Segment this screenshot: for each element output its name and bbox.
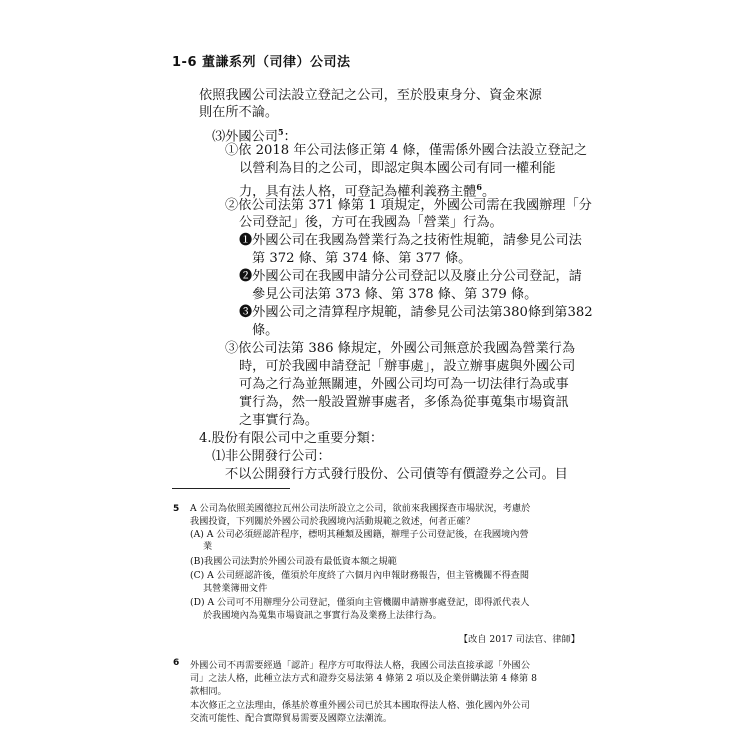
body-line: 以營利為目的之公司，即認定與本國公司有同一權利能 — [239, 161, 556, 176]
footnote-line: 我國投資，下列關於外國公司於我國境內活動規範之敘述，何者正確？ — [190, 516, 475, 527]
body-line: 時，可於我國申請登記「辦事處」，設立辦事處與外國公司 — [239, 359, 576, 374]
running-header: 1-6 董謙系列（司律）公司法 — [172, 55, 351, 70]
footnote-option-c: (C) A 公司經認許後，僅須於年度終了六個月內申報財務報告，但主管機關不得查閱 — [190, 570, 530, 581]
footnote-option-d: (D) A 公司可不用辦理分公司登記，僅須向主管機關申請辦事處登記，即得派代表人 — [190, 597, 530, 608]
body-line-with-ref: ⑶外國公司$^5$： — [212, 127, 297, 145]
footnote-line: 款相同。 — [190, 686, 227, 697]
body-line: 參見公司法第 373 條、第 378 條、第 379 條。 — [252, 287, 538, 302]
footnote-source: 【改自 2017 司法官、律師】 — [458, 634, 580, 645]
footnote-5-mark: 5 — [173, 504, 180, 514]
body-line: ①依 2018 年公司法修正第 4 條，僅需係外國合法設立登記之 — [225, 143, 588, 158]
footnote-line: 於我國境內為蒐集市場資訊之事實行為及業務上法律行為。 — [203, 610, 442, 621]
body-line: ❶外國公司在我國為營業行為之技術性規範，請參見公司法 — [239, 233, 582, 248]
footnote-line: 業 — [203, 541, 213, 552]
body-line: 不以公開發行方式發行股份、公司債等有價證券之公司。目 — [225, 467, 568, 482]
footnote-line: 交流可能性、配合實際貿易需要及國際立法潮流。 — [190, 713, 393, 724]
body-line-text: ⑶外國公司 — [212, 129, 278, 145]
footnote-line: 本次修正之立法理由，係基於尊重外國公司已於其本國取得法人格、強化國內外公司 — [190, 700, 530, 711]
footnote-ref-6: 6 — [476, 182, 482, 192]
footnote-line: A 公司為依照美國德拉瓦州公司法所設立之公司，欲前來我國探查市場狀況，考慮於 — [190, 503, 531, 514]
footnote-line: 其營業簿冊文件 — [203, 583, 268, 594]
body-line: 之事實行為。 — [239, 413, 319, 428]
body-line: 則在所不論。 — [199, 105, 279, 120]
body-line: ❸外國公司之清算程序規範，請參見公司法第380條到第382 — [239, 305, 593, 320]
footnote-ref-5: 5 — [277, 127, 284, 137]
body-line-with-ref: 力，具有法人格，可登記為權利義務主體$^6$。 — [239, 182, 496, 200]
body-line: ③依公司法第 386 條規定，外國公司無意於我國為營業行為 — [225, 341, 576, 356]
body-line-text: 力，具有法人格，可登記為權利義務主體 — [239, 184, 477, 200]
body-line: 實行為，然一般設置辦事處者，多係為從事蒐集市場資訊 — [239, 395, 569, 410]
footnote-option-a: (A) A 公司必須經認許程序，標明其種類及國籍，辦理子公司登記後，在我國境內營 — [190, 529, 529, 540]
footnote-line: 外國公司不再需要經過「認許」程序方可取得法人格，我國公司法直接承認「外國公 — [190, 660, 530, 671]
body-line: ②依公司法第 371 條第 1 項規定，外國公司需在我國辦理「分 — [225, 198, 592, 213]
footnote-line: 司」之法人格，此種立法方式和證券交易法第 4 條第 2 項以及企業併購法第 4 條第 8 — [190, 673, 538, 684]
body-line: 依照我國公司法設立登記之公司，至於股東身分、資金來源 — [199, 88, 542, 103]
body-line: 條。 — [252, 323, 279, 338]
body-line: 可為之行為並無關連，外國公司均可為一切法律行為或事 — [239, 377, 569, 392]
body-line: ❷外國公司在我國申請分公司登記以及廢止分公司登記，請 — [239, 269, 582, 284]
body-line: 公司登記」後，方可在我國為「營業」行為。 — [239, 215, 503, 230]
footnote-divider — [172, 488, 290, 489]
body-line: ⑴非公開發行公司： — [212, 449, 331, 464]
section-heading: 4.股份有限公司中之重要分類： — [199, 431, 384, 446]
footnote-6-mark: 6 — [173, 658, 180, 668]
footnote-option-b: (B)我國公司法對於外國公司設有最低資本額之規範 — [190, 556, 397, 567]
body-line: 第 372 條、第 374 條、第 377 條。 — [252, 251, 472, 266]
